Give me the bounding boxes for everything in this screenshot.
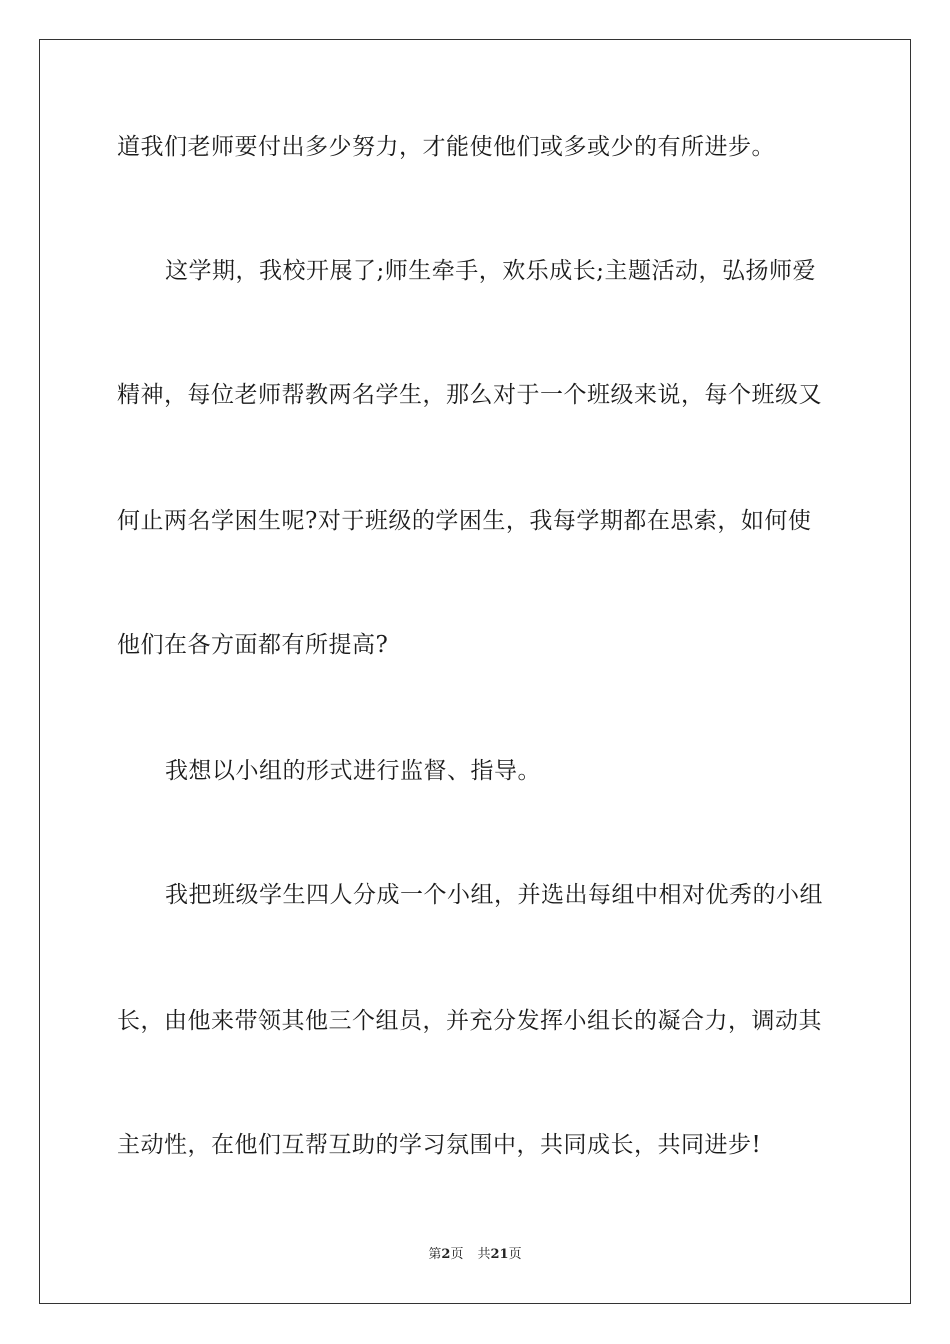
page-footer	[0, 1246, 950, 1264]
text-line: 他们在各方面都有所提高?	[117, 632, 389, 658]
text-line: 这学期，我校开展了;师生牵手，欢乐成长;主题活动，弘扬师爱	[165, 258, 816, 284]
total-suffix: 页	[508, 1247, 522, 1262]
page-frame	[39, 39, 911, 1304]
text-line: 精神，每位老师帮教两名学生，那么对于一个班级来说，每个班级又	[117, 382, 822, 408]
total-prefix: 共	[477, 1247, 491, 1262]
total-pages: 21	[490, 1247, 509, 1262]
page-suffix: 页	[450, 1247, 464, 1262]
text-line: 道我们老师要付出多少努力，才能使他们或多或少的有所进步。	[117, 134, 775, 160]
text-line: 我把班级学生四人分成一个小组，并选出每组中相对优秀的小组	[165, 882, 823, 908]
text-line: 主动性，在他们互帮互助的学习氛围中，共同成长，共同进步!	[117, 1132, 762, 1158]
page-prefix: 第	[428, 1247, 442, 1262]
text-line: 何止两名学困生呢?对于班级的学困生，我每学期都在思索，如何使	[117, 508, 812, 534]
text-line: 长，由他来带领其他三个组员，并充分发挥小组长的凝合力，调动其	[117, 1008, 822, 1034]
page-number: 2	[441, 1247, 451, 1262]
text-line: 我想以小组的形式进行监督、指导。	[165, 758, 541, 784]
